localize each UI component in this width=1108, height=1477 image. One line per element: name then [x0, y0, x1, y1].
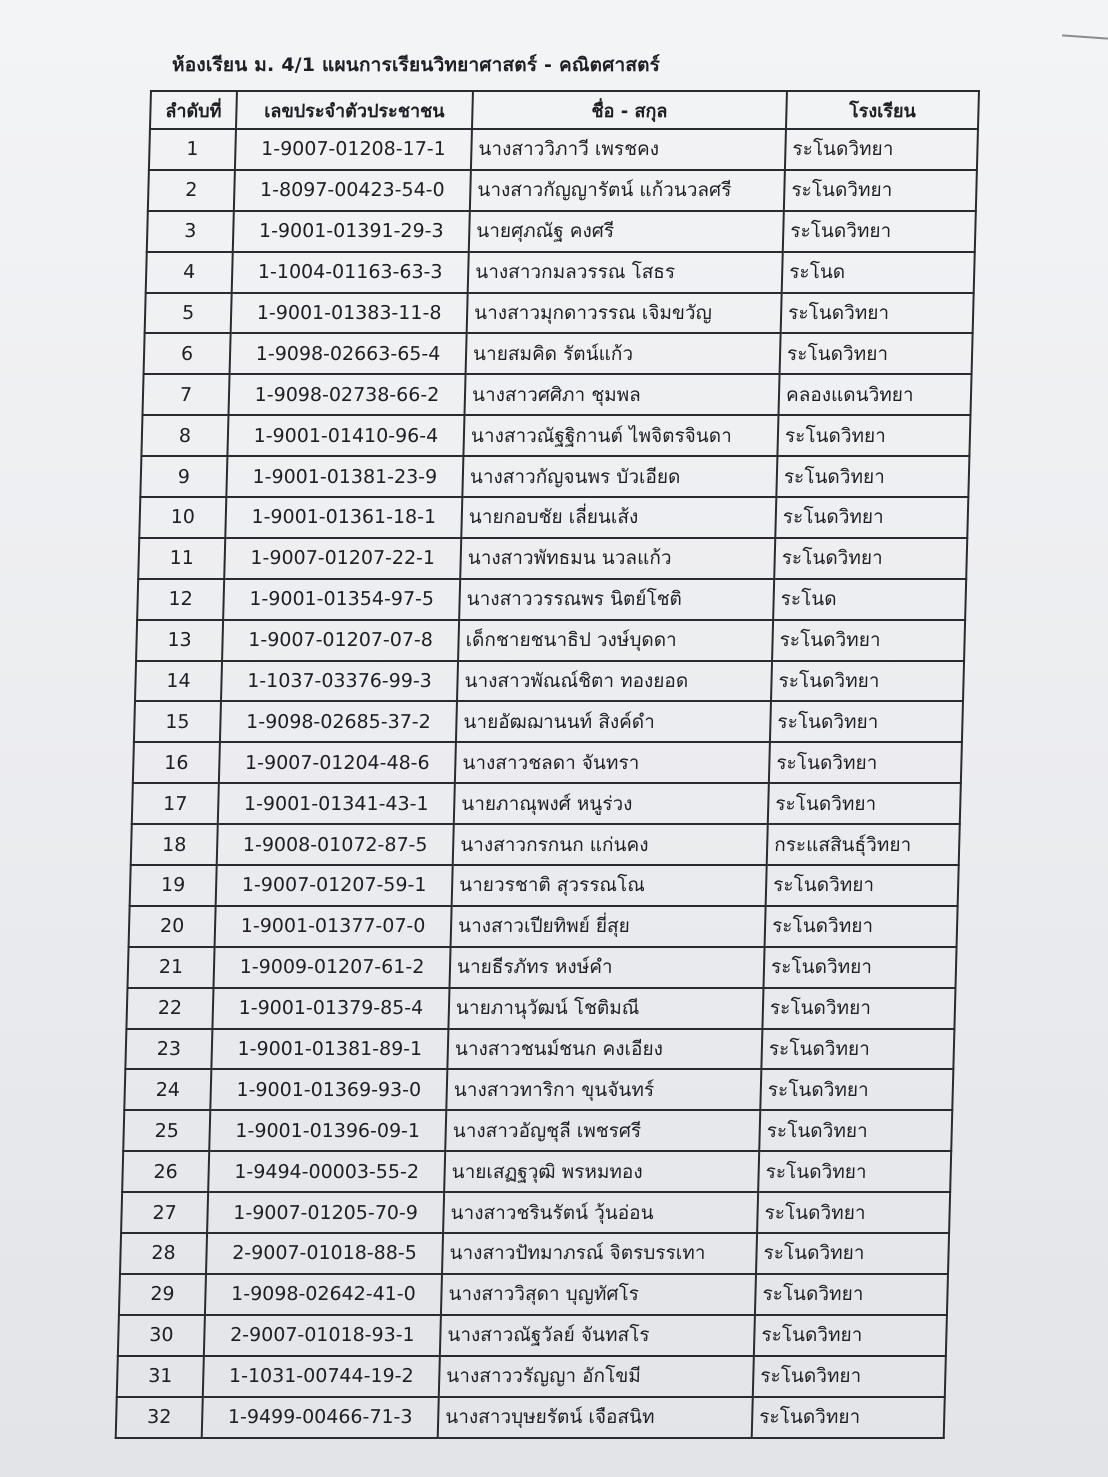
national-id-cell: 1-9007-01207-07-8	[222, 620, 459, 661]
school-cell: ระโนดวิทยา	[761, 1029, 954, 1070]
full-name-cell: นางสาวปัทมาภรณ์ จิตรบรรเทา	[442, 1233, 757, 1274]
table-row	[141, 415, 970, 456]
full-name-cell: นางสาวชรินรัตน์ วุ้นอ่อน	[443, 1192, 758, 1233]
order-number-cell: 29	[119, 1274, 206, 1315]
full-name-cell: นายเสฏฐวุฒิ พรหมทอง	[444, 1151, 759, 1192]
school-cell: ระโนดวิทยา	[760, 1069, 953, 1110]
order-number-cell: 15	[134, 701, 221, 742]
national-id-cell: 1-8097-00423-54-0	[234, 170, 471, 211]
full-name-cell: นางสาวกัญจนพร บัวเอียด	[462, 456, 777, 497]
school-cell: ระโนดวิทยา	[754, 1315, 947, 1356]
full-name-cell: นางสาวณัฐฐิกานต์ ไพจิตรจินดา	[463, 415, 778, 456]
school-cell: ระโนดวิทยา	[768, 783, 961, 824]
national-id-cell: 1-1031-00744-19-2	[203, 1356, 440, 1397]
order-number-cell: 9	[140, 456, 227, 497]
school-cell: ระโนดวิทยา	[783, 211, 976, 252]
order-number-cell: 8	[141, 415, 228, 456]
order-number-cell: 1	[149, 129, 236, 170]
full-name-cell: นายศุภณัฐ คงศรี	[469, 211, 784, 252]
national-id-cell: 1-9098-02685-37-2	[220, 701, 457, 742]
national-id-cell: 1-9001-01354-97-5	[223, 579, 460, 620]
order-number-cell: 6	[144, 333, 231, 374]
school-cell: ระโนดวิทยา	[771, 661, 964, 702]
table-row	[120, 1233, 949, 1274]
table-row	[121, 1192, 950, 1233]
school-cell: ระโนดวิทยา	[772, 620, 965, 661]
table-header-row	[150, 91, 979, 129]
order-number-cell: 22	[126, 988, 213, 1029]
national-id-cell: 1-9001-01341-43-1	[218, 783, 455, 824]
school-cell: กระแสสินธุ์วิทยา	[767, 824, 960, 865]
school-cell: ระโนดวิทยา	[753, 1356, 946, 1397]
school-cell: ระโนดวิทยา	[757, 1192, 950, 1233]
order-number-cell: 18	[131, 824, 218, 865]
table-row	[117, 1356, 946, 1397]
table-row	[136, 620, 965, 661]
table-row	[131, 824, 960, 865]
order-number-cell: 4	[146, 252, 233, 293]
table-row	[148, 170, 977, 211]
header-order-number: ลำดับที่	[150, 91, 237, 129]
document-title: ห้องเรียน ม. 4/1 แผนการเรียนวิทยาศาสตร์ - คณิตศาสตร์	[172, 54, 661, 76]
table-row	[139, 497, 968, 538]
table-row	[138, 538, 967, 579]
national-id-cell: 1-1037-03376-99-3	[221, 661, 458, 702]
table-row	[127, 947, 956, 988]
school-cell: ระโนดวิทยา	[769, 742, 962, 783]
header-school: โรงเรียน	[786, 91, 979, 129]
national-id-cell: 1-9098-02642-41-0	[205, 1274, 442, 1315]
full-name-cell: นางสาววรรณพร นิตย์โชติ	[459, 579, 774, 620]
national-id-cell: 1-9001-01391-29-3	[233, 211, 470, 252]
table-row	[129, 906, 958, 947]
school-cell: ระโนดวิทยา	[785, 129, 978, 170]
full-name-cell: นางสาวณัฐวัลย์ จันทสโร	[440, 1315, 755, 1356]
order-number-cell: 31	[117, 1356, 204, 1397]
national-id-cell: 1-9001-01361-18-1	[225, 497, 462, 538]
table-row	[146, 252, 975, 293]
order-number-cell: 26	[122, 1151, 209, 1192]
national-id-cell: 1-9499-00466-71-3	[202, 1397, 439, 1438]
national-id-cell: 1-9001-01410-96-4	[227, 415, 464, 456]
full-name-cell: นางสาววิสุดา บุญทัศโร	[441, 1274, 756, 1315]
school-cell: ระโนดวิทยา	[763, 947, 956, 988]
school-cell: ระโนดวิทยา	[765, 906, 958, 947]
full-name-cell: นางสาวเปียทิพย์ ยี่สุย	[451, 906, 766, 947]
table-row	[140, 456, 969, 497]
order-number-cell: 30	[118, 1315, 205, 1356]
header-full-name: ชื่อ - สกุล	[472, 91, 787, 129]
table-row	[122, 1151, 951, 1192]
national-id-cell: 1-9007-01207-59-1	[216, 865, 453, 906]
order-number-cell: 20	[129, 906, 216, 947]
national-id-cell: 2-9007-01018-88-5	[206, 1233, 443, 1274]
school-cell: ระโนดวิทยา	[755, 1274, 948, 1315]
national-id-cell: 1-9009-01207-61-2	[213, 947, 450, 988]
table-row	[132, 783, 961, 824]
school-cell: ระโนดวิทยา	[774, 538, 967, 579]
table-row	[126, 988, 955, 1029]
order-number-cell: 17	[132, 783, 219, 824]
national-id-cell: 1-9001-01396-09-1	[209, 1110, 446, 1151]
school-cell: ระโนดวิทยา	[777, 415, 970, 456]
order-number-cell: 24	[124, 1069, 211, 1110]
table-row	[130, 865, 959, 906]
school-cell: ระโนด	[773, 579, 966, 620]
national-id-cell: 1-9001-01369-93-0	[210, 1069, 447, 1110]
full-name-cell: นายสมคิด รัตน์แก้ว	[466, 333, 781, 374]
national-id-cell: 1-9098-02663-65-4	[230, 333, 467, 374]
table-row	[134, 701, 963, 742]
order-number-cell: 3	[147, 211, 234, 252]
full-name-cell: นายภาณุพงศ์ หนูร่วง	[454, 783, 769, 824]
school-cell: ระโนดวิทยา	[758, 1151, 951, 1192]
school-cell: ระโนด	[782, 252, 975, 293]
national-id-cell: 1-9001-01381-89-1	[211, 1029, 448, 1070]
full-name-cell: นางสาวพัทธมน นวลแก้ว	[460, 538, 775, 579]
full-name-cell: นางสาวอัญชุลี เพชรศรี	[445, 1110, 760, 1151]
table-row	[144, 333, 973, 374]
school-cell: ระโนดวิทยา	[775, 497, 968, 538]
school-cell: ระโนดวิทยา	[759, 1110, 952, 1151]
school-cell: ระโนดวิทยา	[752, 1397, 945, 1438]
full-name-cell: นางสาววิภาวี เพรชคง	[471, 129, 786, 170]
table-row	[119, 1274, 948, 1315]
table-row	[137, 579, 966, 620]
table-row	[125, 1029, 954, 1070]
school-cell: ระโนดวิทยา	[766, 865, 959, 906]
order-number-cell: 5	[145, 293, 232, 334]
national-id-cell: 1-1004-01163-63-3	[232, 252, 469, 293]
order-number-cell: 10	[139, 497, 226, 538]
full-name-cell: นายอัฒฌานนท์ สิงค์ดำ	[456, 701, 771, 742]
national-id-cell: 1-9007-01208-17-1	[235, 129, 472, 170]
page-edge-mark	[1062, 34, 1108, 39]
national-id-cell: 1-9001-01383-11-8	[231, 293, 468, 334]
school-cell: ระโนดวิทยา	[762, 988, 955, 1029]
school-cell: คลองแดนวิทยา	[778, 374, 971, 415]
school-cell: ระโนดวิทยา	[780, 333, 973, 374]
full-name-cell: นางสาวพัณณ์ชิตา ทองยอด	[457, 661, 772, 702]
school-cell: ระโนดวิทยา	[756, 1233, 949, 1274]
roster-body	[116, 129, 978, 1438]
table-row	[149, 129, 978, 170]
full-name-cell: นางสาวกมลวรรณ โสธร	[468, 252, 783, 293]
national-id-cell: 1-9001-01379-85-4	[212, 988, 449, 1029]
order-number-cell: 7	[142, 374, 229, 415]
order-number-cell: 25	[123, 1110, 210, 1151]
full-name-cell: นางสาวชนม์ชนก คงเอียง	[447, 1029, 762, 1070]
order-number-cell: 13	[136, 620, 223, 661]
table-row	[145, 293, 974, 334]
national-id-cell: 1-9007-01205-70-9	[207, 1192, 444, 1233]
table-row	[147, 211, 976, 252]
order-number-cell: 16	[133, 742, 220, 783]
school-cell: ระโนดวิทยา	[776, 456, 969, 497]
full-name-cell: นางสาวชลดา จันทรา	[455, 742, 770, 783]
national-id-cell: 1-9001-01381-23-9	[226, 456, 463, 497]
full-name-cell: นางสาวกัญญารัตน์ แก้วนวลศรี	[470, 170, 785, 211]
order-number-cell: 19	[130, 865, 217, 906]
table-row	[135, 661, 964, 702]
table-row	[118, 1315, 947, 1356]
full-name-cell: นางสาวศศิภา ชุมพล	[464, 374, 779, 415]
order-number-cell: 28	[120, 1233, 207, 1274]
national-id-cell: 1-9001-01377-07-0	[215, 906, 452, 947]
school-cell: ระโนดวิทยา	[781, 293, 974, 334]
national-id-cell: 1-9098-02738-66-2	[228, 374, 465, 415]
order-number-cell: 12	[137, 579, 224, 620]
order-number-cell: 11	[138, 538, 225, 579]
full-name-cell: นายภานุวัฒน์ โชติมณี	[448, 988, 763, 1029]
student-roster-table	[115, 90, 980, 1439]
table-row	[142, 374, 971, 415]
table-row	[124, 1069, 953, 1110]
order-number-cell: 27	[121, 1192, 208, 1233]
school-cell: ระโนดวิทยา	[784, 170, 977, 211]
order-number-cell: 21	[127, 947, 214, 988]
full-name-cell: นางสาวมุกดาวรรณ เจิมขวัญ	[467, 293, 782, 334]
national-id-cell: 1-9007-01204-48-6	[219, 742, 456, 783]
order-number-cell: 23	[125, 1029, 212, 1070]
full-name-cell: นางสาววรัญญา อักโขมี	[439, 1356, 754, 1397]
table-row	[133, 742, 962, 783]
full-name-cell: นางสาวกรกนก แก่นคง	[453, 824, 768, 865]
full-name-cell: นายวรชาติ สุวรรณโณ	[452, 865, 767, 906]
national-id-cell: 1-9494-00003-55-2	[208, 1151, 445, 1192]
order-number-cell: 2	[148, 170, 235, 211]
table-row	[116, 1397, 945, 1438]
full-name-cell: นายธีรภัทร หงษ์คำ	[449, 947, 764, 988]
full-name-cell: นางสาวบุษยรัตน์ เจือสนิท	[438, 1397, 753, 1438]
national-id-cell: 2-9007-01018-93-1	[204, 1315, 441, 1356]
full-name-cell: นายกอบชัย เลี่ยนเส้ง	[461, 497, 776, 538]
order-number-cell: 32	[116, 1397, 203, 1438]
header-national-id: เลขประจำตัวประชาชน	[236, 91, 473, 129]
full-name-cell: นางสาวทาริกา ขุนจันทร์	[446, 1069, 761, 1110]
table-row	[123, 1110, 952, 1151]
national-id-cell: 1-9007-01207-22-1	[224, 538, 461, 579]
national-id-cell: 1-9008-01072-87-5	[217, 824, 454, 865]
school-cell: ระโนดวิทยา	[770, 701, 963, 742]
full-name-cell: เด็กชายชนาธิป วงษ์บุดดา	[458, 620, 773, 661]
order-number-cell: 14	[135, 661, 222, 702]
